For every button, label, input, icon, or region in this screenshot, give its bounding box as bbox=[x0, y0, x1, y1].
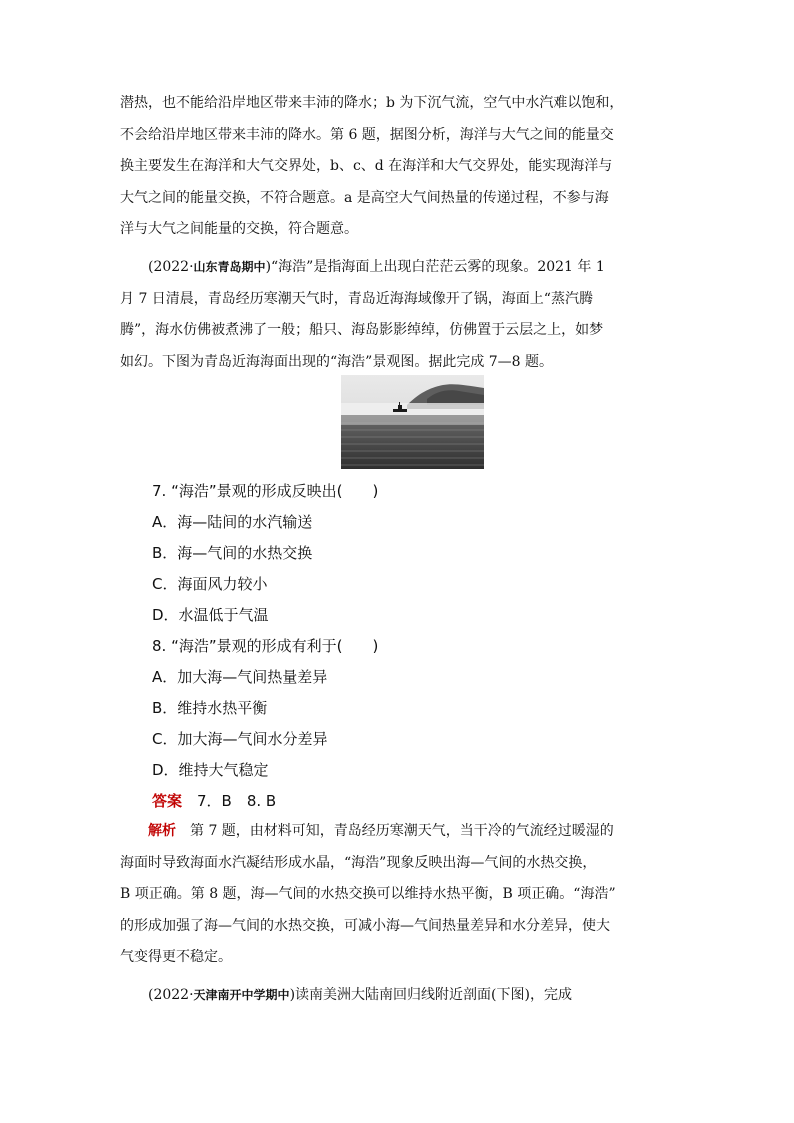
sea-smoke-photo-image bbox=[341, 375, 484, 469]
question-stem: 7. “海浩”景观的形成反映出( ) bbox=[152, 482, 379, 500]
material-paragraph-2 bbox=[120, 980, 676, 1012]
question-stem: 8. “海浩”景观的形成有利于( ) bbox=[152, 637, 379, 655]
text-line: 洋与大气之间能量的交换，符合题意。 bbox=[120, 221, 358, 237]
option-d: D．水温低于气温 bbox=[152, 606, 269, 624]
source-label: 山东青岛期中 bbox=[193, 260, 266, 274]
text-line: 不会给沿岸地区带来丰沛的降水。第 6 题，据图分析，海洋与大气之间的能量交 bbox=[120, 126, 614, 143]
text-line: 大气之间的能量交换，不符合题意。a 是高空大气间热量的传递过程，不参与海 bbox=[120, 189, 609, 206]
option-c: C．加大海—气间水分差异 bbox=[152, 730, 328, 748]
answer-text: 7．B 8. B bbox=[182, 792, 277, 810]
text-line: 换主要发生在海洋和大气交界处，b、c、d 在海洋和大气交界处，能实现海洋与 bbox=[120, 158, 613, 174]
option-b: B．海—气间的水热交换 bbox=[152, 544, 313, 562]
option-a: A．海—陆间的水汽输送 bbox=[152, 513, 313, 531]
text-line: 的形成加强了海—气间的水热交换，可减小海—气间热量差异和水分差异，使大 bbox=[120, 917, 610, 934]
question-8 bbox=[152, 631, 632, 786]
analysis-paragraph bbox=[120, 816, 676, 974]
sea-smoke-photo bbox=[341, 375, 484, 469]
text-line: B 项正确。第 8 题，海—气间的水热交换可以维持水热平衡，B 项正确。“海浩” bbox=[120, 886, 616, 902]
question-7 bbox=[152, 476, 632, 631]
text-line: 腾”，海水仿佛被煮沸了一般；船只、海岛影影绰绰，仿佛置于云层之上，如梦 bbox=[120, 322, 604, 338]
text-line: (2022·天津南开中学期中)读南美洲大陆南回归线附近剖面(下图)，完成 bbox=[148, 987, 572, 1003]
option-d: D．维持大气稳定 bbox=[152, 761, 269, 779]
option-a: A．加大海—气间热量差异 bbox=[152, 668, 328, 686]
option-c: C．海面风力较小 bbox=[152, 575, 268, 593]
explanation-paragraph bbox=[120, 88, 676, 246]
answer-line bbox=[152, 786, 632, 817]
text-line: 海面时导致海面水汽凝结形成水晶，“海浩”现象反映出海—气间的水热交换， bbox=[120, 854, 597, 871]
text-line: 如幻。下图为青岛近海海面出现的“海浩”景观图。据此完成 7—8 题。 bbox=[120, 353, 554, 370]
text-line: (2022·山东青岛期中)“海浩”是指海面上出现白茫茫云雾的现象。2021 年 1 bbox=[148, 259, 605, 275]
answer-label: 答案 bbox=[152, 792, 183, 810]
text-line: 解析 第 7 题，由材料可知，青岛经历寒潮天气，当干冷的气流经过暖湿的 bbox=[148, 823, 614, 839]
text-line: 月 7 日清晨，青岛经历寒潮天气时，青岛近海海域像开了锅，海面上“蒸汽腾 bbox=[120, 290, 593, 307]
text-line: 气变得更不稳定。 bbox=[120, 949, 232, 965]
material-paragraph bbox=[120, 252, 676, 378]
option-b: B．维持水热平衡 bbox=[152, 699, 268, 717]
text-line: 潜热，也不能给沿岸地区带来丰沛的降水；b 为下沉气流，空气中水汽难以饱和， bbox=[120, 95, 624, 111]
source-label: 天津南开中学期中 bbox=[193, 988, 290, 1002]
analysis-label: 解析 bbox=[148, 823, 176, 839]
